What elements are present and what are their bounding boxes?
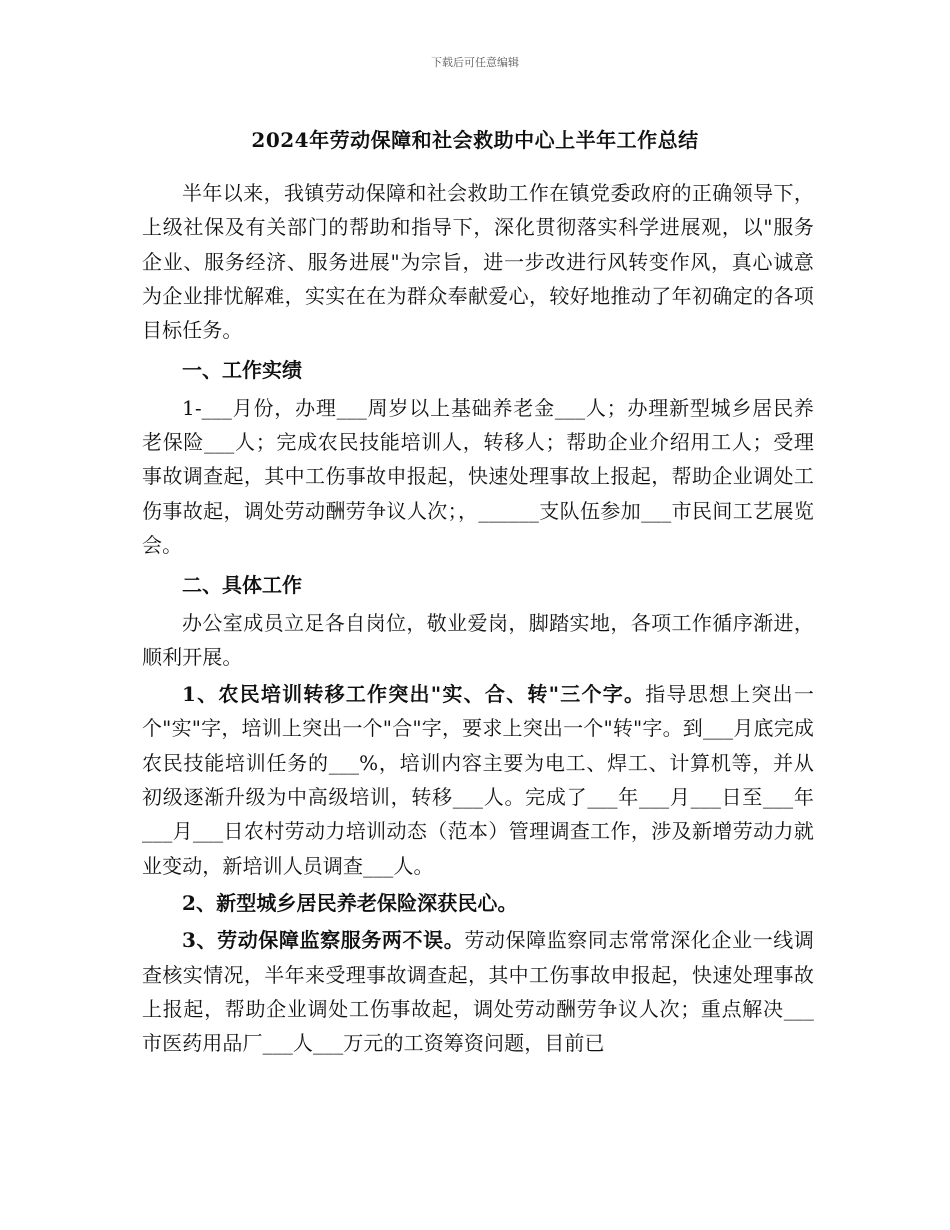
item-3-lead: 3、劳动保障监察服务两不误。	[182, 928, 465, 953]
achievements-paragraph: 1-___月份，办理___周岁以上基础养老金___人；办理新型城乡居民养老保险___人；完成农民技能培训人，转移人；帮助企业介绍用工人；受理事故调查起，其中工伤事故申报起，快速处理事故上报起，帮助企业调处工伤事故起，调处劳动酬劳争议人次；，______支队伍参加___市民间工艺展览会。	[142, 395, 814, 557]
document-body	[142, 176, 814, 1060]
item-1-paragraph	[142, 677, 814, 883]
page-header: 下载后可任意编辑	[431, 56, 519, 69]
item-2-paragraph	[142, 886, 814, 920]
section-heading-achievements: 一、工作实绩	[182, 358, 302, 383]
item-3-paragraph	[142, 923, 814, 1060]
specific-work-paragraph: 办公室成员立足各自岗位，敬业爱岗，脚踏实地，各项工作循序渐进，顺利开展。	[142, 610, 814, 669]
item-1-body: 指导思想上突出一个"实"字，培训上突出一个"合"字，要求上突出一个"转"字。到___月底完成农民技能培训任务的___%，培训内容主要为电工、焊工、计算机等，并从初级逐渐升级为中高级培训，转移___人。完成了___年___月___日至___年___月___日农村劳动力培训动态（范本）管理调查工作，涉及新增劳动力就业变动，新培训人员调查___人。	[142, 682, 814, 878]
item-1-lead: 1、农民培训转移工作突出"实、合、转"三个字。	[182, 682, 646, 707]
section-heading-specific-work: 二、具体工作	[182, 573, 302, 598]
item-3-body: 劳动保障监察同志常常深化企业一线调查核实情况，半年来受理事故调查起，其中工伤事故申报起，快速处理事故上报起，帮助企业调处工伤事故起，调处劳动酬劳争议人次；重点解决___市医药用品厂___人___万元的工资筹资问题，目前已	[142, 928, 814, 1056]
item-2-lead: 2、新型城乡居民养老保险深获民心。	[182, 890, 518, 915]
document-title: 2024年劳动保障和社会救助中心上半年工作总结	[251, 128, 699, 152]
intro-paragraph: 半年以来，我镇劳动保障和社会救助工作在镇党委政府的正确领导下，上级社保及有关部门的帮助和指导下，深化贯彻落实科学进展观，以"服务企业、服务经济、服务进展"为宗旨，进一步改进行风转变作风，真心诚意为企业排忧解难，实实在在为群众奉献爱心，较好地推动了年初确定的各项目标任务。	[142, 181, 814, 343]
